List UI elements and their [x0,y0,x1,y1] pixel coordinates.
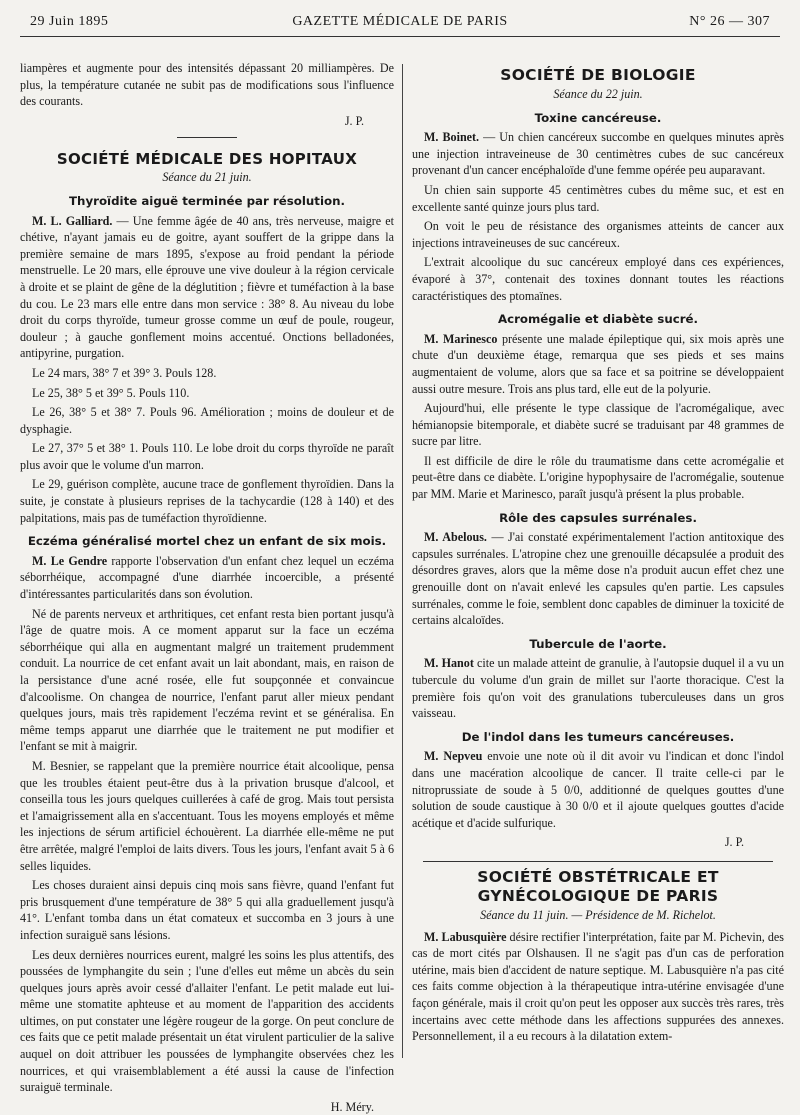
author-name: M. L. Galliard. [32,213,113,228]
right-column [412,66,784,1080]
section-title-indol: De l'indol dans les tumeurs cancéreuses. [461,729,735,744]
section-title-acromegalie: Acromégalie et diabète sucré. [497,312,699,327]
page-number: N° 26 — 307 [689,14,770,29]
article-paragraph: M. Le Gendre rapporte l'observation d'un enfant chez lequel un eczéma séborrhéique, accompagné d'une diarrhée incoercible, a présenté d'intéressantes particularités dans son évolution. [20,553,394,602]
case-line: Le 27, 37° 5 et 38° 1. Pouls 110. Le lobe droit du corps thyroïde ne paraît plus avoir que le volume d'un marron. [20,441,394,472]
author-name: M. Abelous. [424,530,487,545]
article-paragraph: M. Boinet. — Un chien cancéreux succombe en quelques minutes après une injection intraveineuse de 30 centimètres cubes de suc cancéreux provenant d'un cancer encéphaloïde d'une femme opérée peu auparavant. [412,130,784,178]
case-line: Le 26, 38° 5 et 38° 7. Pouls 96. Amélioration ; moins de douleur et de dysphagie. [20,405,394,436]
article-paragraph: M. Besnier, se rappelant que la première nourrice était alcoolique, pensa que les troubles étaient peut-être dus à la privation brusque d'alcool, et conseilla tous les jours quelques cuillerées à café de grog. Mais tout persista et l'amaigrissement alla en s'accentuant. Tous les moyens employés et même les injections de sérum artificiel échouèrent. La diarrhée elle-même ne put être arrêtée, malgré l'emploi de laits divers. Tous les jours, l'enfant avait 5 à 6 selles liquides. [20,758,394,873]
header-rule [20,36,780,37]
author-name: M. Labusquière [424,929,507,944]
case-line: Le 29, guérison complète, aucune trace de gonflement thyroïdien. Dans la suite, je constate à plusieurs reprises de la tachycardie (128 à 140) et des palpitations, mais pas de tuméfaction thyroïdienne. [20,477,394,525]
article-paragraph: Un chien sain supporte 45 centimètres cubes du même suc, et est en excellente santé quinze jours plus tard. [412,182,784,214]
left-column [20,60,394,1114]
section-title-capsules: Rôle des capsules surrénales. [499,510,697,525]
section-title-aorte: Tubercule de l'aorte. [529,636,667,651]
case-line: Le 24 mars, 38° 7 et 39° 3. Pouls 128. [32,365,217,380]
society-title-hopitaux: SOCIÉTÉ MÉDICALE DES HOPITAUX [56,150,358,169]
separator [423,861,773,862]
article-paragraph: Les deux dernières nourrices eurent, malgré les soins les plus attentifs, des poussées de lymphangite du sein ; l'une d'elles eut même un abcès du sein quelques jours après avoir cessé d'allaiter l'enfant. Le petit malade eut lui-même une stomatite aphteuse et au moment de l'apparition des accidents ultimes, on put constater une légère rougeur de la gorge. On peut conclure de ces faits que ce petit malade présentait un état virulent particulier de la salive auquel on doit attribuer les poussées de lymphangite observées chez les nourrices, et qui vraisemblablement a été aussi la cause de l'infection suraiguë terminale. [20,947,394,1095]
case-line: Le 25, 38° 5 et 39° 5. Pouls 110. [32,385,190,400]
issue-date: 29 Juin 1895 [30,14,109,29]
society-title-obstetricale: SOCIÉTÉ OBSTÉTRICALE ET GYNÉCOLOGIQUE DE PARIS [477,867,719,905]
section-title-thyroidite: Thyroïdite aiguë terminée par résolution. [69,193,345,208]
article-paragraph: On voit le peu de résistance des organismes atteints de cancer aux injections intraveineuses de suc cancéreux. [412,219,784,250]
intro-paragraph: liampères et augmente pour des intensités dépassant 20 milliampères. De plus, la température cutanée ne subit pas de modifications sous l'influence des courants. [20,61,394,109]
section-title-eczema: Eczéma généralisé mortel chez un enfant de six mois. [27,534,387,549]
seance-date: Séance du 11 juin. — Présidence de M. Richelot. [480,907,716,922]
author-name: M. Nepveu [424,749,483,764]
intro-signature: J. P. [344,113,364,128]
article-signature: H. Méry. [330,1099,374,1114]
seance-date: Séance du 21 juin. [162,170,252,185]
article-paragraph: Les choses duraient ainsi depuis cinq mois sans fièvre, quand l'enfant fut pris brusquement d'une température de 38° 5 qui alla graduellement jusqu'à 41°. L'enfant tomba dans un état comateux et succomba en 3 jours à une infection suraiguë sans lésions. [20,878,394,942]
article-paragraph: Né de parents nerveux et arthritiques, cet enfant resta bien portant jusqu'à l'âge de quatre mois. A ce moment apparut sur la face un eczéma séborrhéique qui alla en augmentant malgré un traitement prudemment conduit. La nourrice de cet enfant avait un lait abondant, mais, en raison de la persistance d'une acné rosée, elle fut soupçonnée et convaincue d'alcoolisme. On changea de nourrice, l'enfant parut aller mieux pendant quelques jours, mais très rapidement l'eczéma revint et se généralisa. En même temps apparut une diarrhée que le traitement ne put modifier et l'enfant se mit à maigrir. [20,606,394,754]
society-title-biologie: SOCIÉTÉ DE BIOLOGIE [500,66,696,84]
section-title-toxine: Toxine cancéreuse. [534,110,662,125]
author-name: M. Marinesco [424,331,498,346]
article-paragraph: M. Labusquière désire rectifier l'interprétation, faite par M. Pichevin, des cas de mort cités par Olshausen. Il ne s'agit pas d'un cas de perforation utérine, mais bien d'accident de nature septique. M. Labusquière n'a pas cité ces faits comme objection à la thérapeutique intra-utérine envisagée d'une façon générale, mais il croit qu'on peut les opposer aux succès très rares, très incertains avec cette méthode dans les affections suppurées des annexes. Personnellement, il a eu recours à la dilatation extem- [412,929,784,1044]
article-paragraph: L'extrait alcoolique du suc cancéreux employé dans ces expériences, évaporé à 37°, contenait des toxines donnant toutes les réactions caractéristiques des ptomaïnes. [412,255,784,303]
article-paragraph: M. Nepveu envoie une note où il dit avoir vu l'indican et donc l'indol dans une macération alcoolique de cancer. Il traite celle-ci par le nitroprussiate de soude à 5 0/0, additionné de quelques gouttes d'une solution de soude caustique à 30 0/0 et il ajoute quelques gouttes d'acide acétique et d'acide sulfurique. [412,749,784,830]
journal-title: GAZETTE MÉDICALE DE PARIS [292,14,508,29]
article-paragraph: M. L. Galliard. — Une femme âgée de 40 ans, très nerveuse, maigre et chétive, n'ayant jamais eu de goitre, ayant souffert de la grippe dans la première semaine de mars 1895, s'expose au froid pendant la période menstruelle. Le 20 mars, elle éprouve une vive douleur à la région cervicale à droite et se plaint de gêne de la déglutition ; fièvre et tuméfaction à la base du cou. Le 23 mars elle entre dans mon service : 38° 8. Au niveau du lobe droit du corps thyroïde, tumeur grosse comme un œuf de poule, rougeur, douleur ; à gauche gonflement moins accentué. Onctions belladonées, antipyrine, purgation. [20,213,394,361]
separator [177,137,237,138]
article-signature: J. P. [724,835,744,850]
article-paragraph: M. Hanot cite un malade atteint de granulie, à l'autopsie duquel il a vu un tubercule du volume d'un grain de millet sur l'aorte thoracique. C'est la première fois qu'on voit des granulations tuberculeuses dans un gros vaisseau. [412,656,784,721]
article-paragraph: M. Abelous. — J'ai constaté expérimentalement l'action antitoxique des capsules surrénales. L'atropine chez une grenouille décapsulée a produit des désordres graves, alors que la même dose n'a produit aucun effet chez une grenouille dont on n'avait enlevé les capsules qu'en partie. Les capsules surrénales, comme le foie, semblent donc capables de diminuer la toxicité de certains alcaloïdes. [412,530,784,628]
article-paragraph: Aujourd'hui, elle présente le type classique de l'acromégalique, avec hémianopsie bitemporale, et diabète sucré se traduisant par 48 grammes de sucre par litre. [412,401,784,449]
column-divider [402,64,403,1058]
author-name: M. Hanot [424,656,474,671]
running-head [30,14,770,34]
author-name: M. Le Gendre [32,553,108,568]
author-name: M. Boinet. [424,130,480,145]
article-paragraph: Il est difficile de dire le rôle du traumatisme dans cette acromégalie et peut-être dans ce diabète. L'origine hypophysaire de l'acromégalie, soutenue par MM. Marie et Marinesco, paraît jusqu'à présent la plus probable. [412,453,784,502]
article-paragraph: M. Marinesco présente une malade épileptique qui, six mois après une chute d'un deuxième étage, remarqua que ses pieds et ses mains augmentaient de volume, alors que sa face et sa poitrine se développaient aussi outre mesure. Trois ans plus tard, elle eut de la polyurie. [412,331,785,396]
seance-date: Séance du 22 juin. [553,87,643,101]
